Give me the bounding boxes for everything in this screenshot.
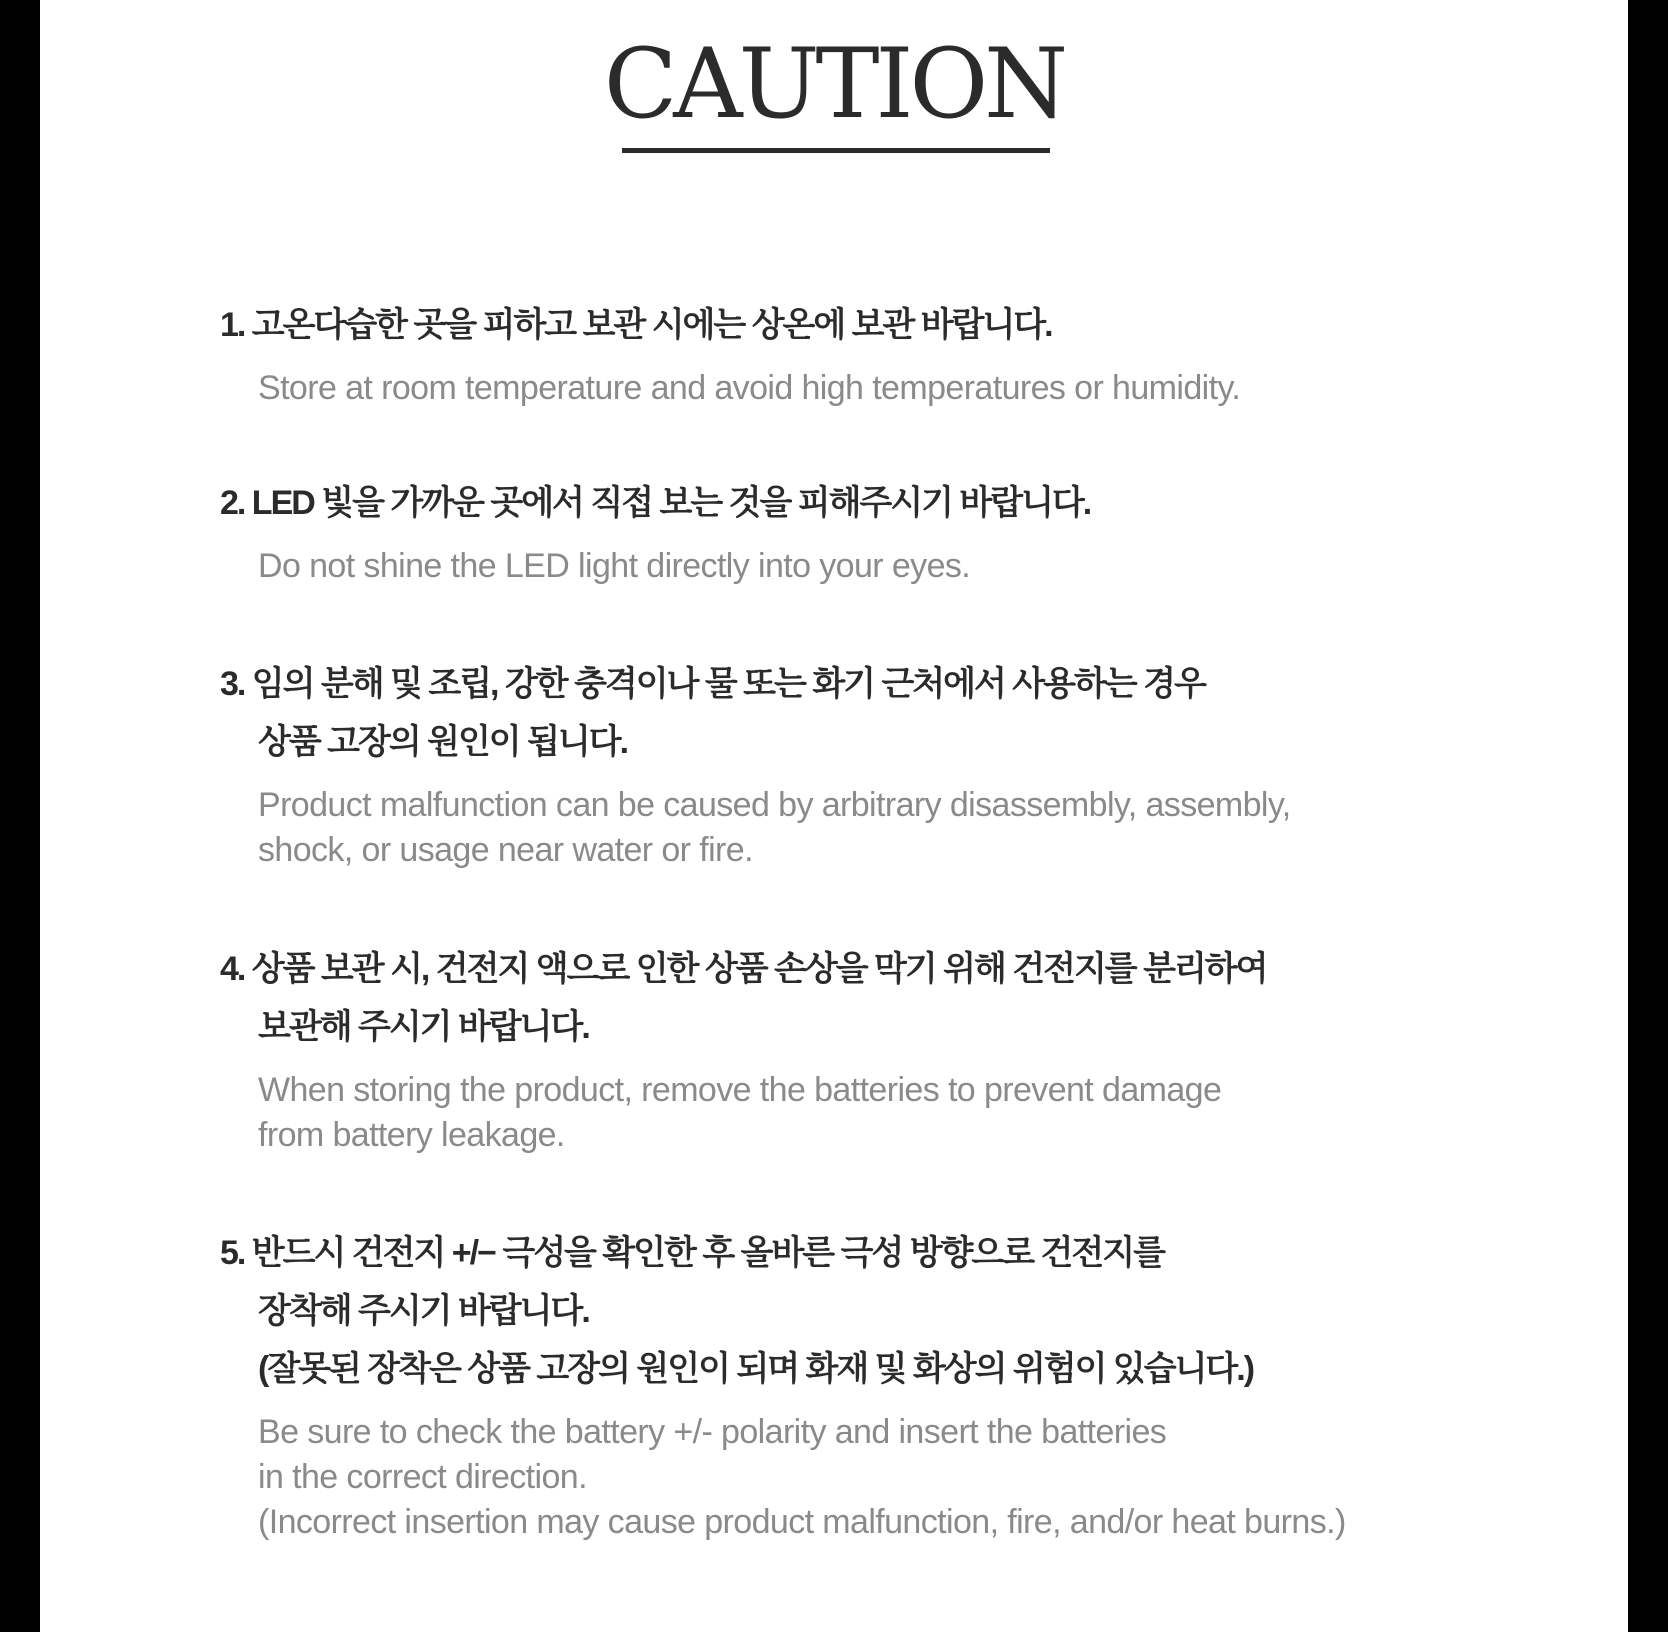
- korean-instruction: 2. LED 빛을 가까운 곳에서 직접 보는 것을 피해주시기 바랍니다.: [220, 484, 1091, 522]
- korean-instruction-continued: 상품 고장의 원인이 됩니다.: [258, 723, 628, 761]
- caution-item-4: [220, 940, 1520, 1158]
- caution-item-1: [220, 296, 1520, 411]
- english-translation: [220, 783, 1520, 873]
- english-line: Product malfunction can be caused by arbitrary disassembly, assembly,: [258, 786, 1291, 824]
- english-translation: [220, 1410, 1520, 1545]
- english-line: shock, or usage near water or fire.: [258, 831, 753, 869]
- korean-instruction: 3. 임의 분해 및 조립, 강한 충격이나 물 또는 화기 근처에서 사용하는 경우: [220, 665, 1205, 703]
- english-line: Do not shine the LED light directly into your eyes.: [258, 547, 971, 585]
- english-translation: [220, 366, 1520, 411]
- korean-instruction-continued: 보관해 주시기 바랍니다.: [258, 1008, 589, 1046]
- english-line: in the correct direction.: [258, 1458, 587, 1496]
- english-translation: [220, 1068, 1520, 1158]
- caution-item-2: [220, 474, 1520, 589]
- english-translation: [220, 544, 1520, 589]
- english-line: (Incorrect insertion may cause product malfunction, fire, and/or heat burns.): [258, 1503, 1346, 1541]
- korean-instruction: 5. 반드시 건전지 +/− 극성을 확인한 후 올바른 극성 방향으로 건전지를: [220, 1234, 1164, 1272]
- korean-instruction-note: (잘못된 장착은 상품 고장의 원인이 되며 화재 및 화상의 위험이 있습니다.): [258, 1350, 1254, 1388]
- english-line: When storing the product, remove the batteries to prevent damage: [258, 1071, 1222, 1109]
- english-line: from battery leakage.: [258, 1116, 565, 1154]
- title-underline: [622, 148, 1050, 153]
- korean-instruction: 4. 상품 보관 시, 건전지 액으로 인한 상품 손상을 막기 위해 건전지를 분리하여: [220, 950, 1267, 988]
- caution-item-3: [220, 655, 1520, 873]
- page-title: CAUTION: [603, 28, 1065, 140]
- korean-instruction-continued: 장착해 주시기 바랍니다.: [258, 1292, 589, 1330]
- korean-instruction: 1. 고온다습한 곳을 피하고 보관 시에는 상온에 보관 바랍니다.: [220, 306, 1052, 344]
- english-line: Store at room temperature and avoid high temperatures or humidity.: [258, 369, 1241, 407]
- caution-item-5: [220, 1224, 1520, 1545]
- english-line: Be sure to check the battery +/- polarity and insert the batteries: [258, 1413, 1167, 1451]
- caution-page: [40, 0, 1628, 1632]
